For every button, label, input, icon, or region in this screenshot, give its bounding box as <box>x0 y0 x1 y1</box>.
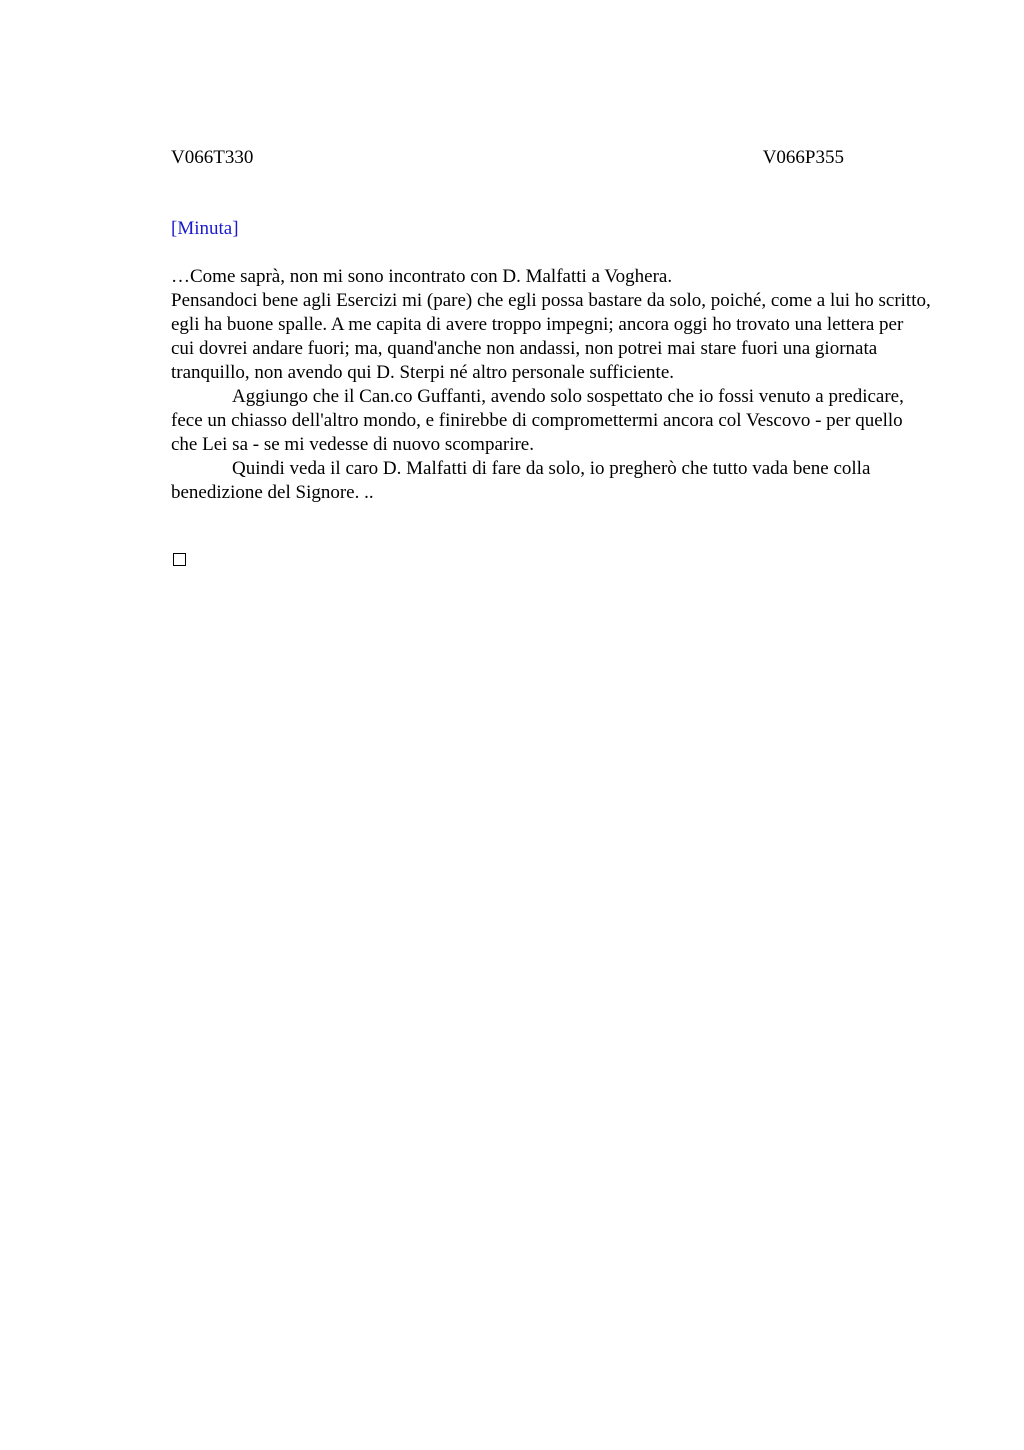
document-header <box>171 146 844 170</box>
paragraph-3: Aggiungo che il Can.co Guffanti, avendo solo sospettato che io fossi venuto a predicare, fece un chiasso dell'altro mondo, e finirebbe di compromettermi ancora col Vescovo - per quello che Lei sa - se mi vedesse di nuovo scomparire. <box>171 386 904 455</box>
paragraph-4: Quindi veda il caro D. Malfatti di fare da solo, io pregherò che tutto vada bene colla benedizione del Signore. .. <box>171 458 871 503</box>
paragraph-2: Pensandoci bene agli Esercizi mi (pare) che egli possa bastare da solo, poiché, come a lui ho scritto, egli ha buone spalle. A me capita di avere troppo impegni; ancora oggi ho trovato una lettera per cui dovrei andare fuori; ma, quand'anche non andassi, non potrei mai stare fuori una giornata tranquillo, non avendo qui D. Sterpi né altro personale sufficiente. <box>171 290 931 383</box>
document-label: [Minuta] <box>171 218 239 239</box>
paragraph-1: …Come saprà, non mi sono incontrato con D. Malfatti a Voghera. <box>171 266 673 287</box>
empty-square-icon <box>173 553 186 566</box>
document-body <box>171 265 931 505</box>
header-right-code: V066P355 <box>762 147 844 168</box>
header-left-code: V066T330 <box>171 147 254 168</box>
